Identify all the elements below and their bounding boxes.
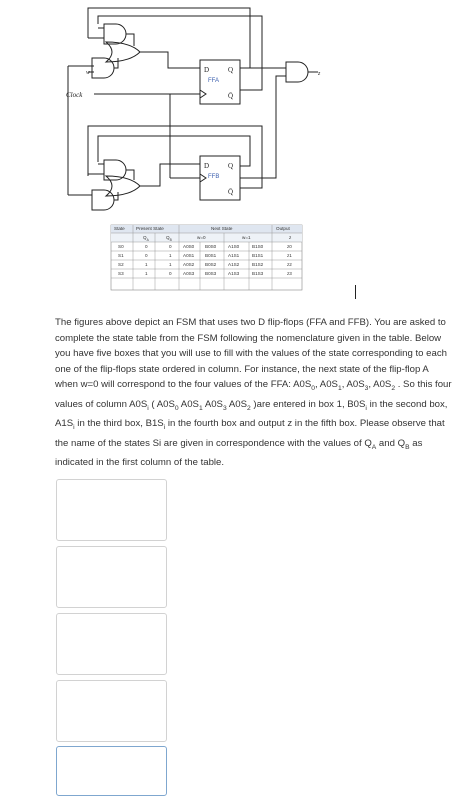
cell-qb: 0 <box>169 271 172 276</box>
para-text: and Q <box>376 437 406 449</box>
sub: i <box>147 404 149 412</box>
table-row <box>111 262 302 271</box>
clock-label: Clock <box>66 91 83 99</box>
cell-b0: B0S0 <box>205 244 217 249</box>
cell-state: S2 <box>118 262 124 267</box>
state-table-text <box>111 225 302 290</box>
answer-box-2[interactable] <box>56 546 167 608</box>
th-z: z <box>289 235 292 240</box>
th-qb: $Q_B$ <box>166 235 172 242</box>
sub: 0 <box>174 404 179 412</box>
th-state: State <box>114 226 125 231</box>
cell-state: S1 <box>118 253 124 258</box>
cell-b1: B1S3 <box>252 271 264 276</box>
para-text: , A0S <box>315 379 338 391</box>
answer-box-1[interactable] <box>56 479 167 541</box>
sub: i <box>73 424 75 432</box>
ffa-qbar-label: Q̄ <box>228 92 234 100</box>
sub: i <box>365 404 367 412</box>
para-text: as indicated in the first column of the table. <box>55 437 423 469</box>
answer-box-5[interactable] <box>56 746 167 796</box>
output-and-gate <box>286 62 308 82</box>
sub: 3 <box>364 385 369 393</box>
cell-qb: 0 <box>169 244 172 249</box>
input-w-label: w <box>86 70 91 76</box>
para-text-1: The figures above depict an FSM that uses two D flip-flops (FFA and FFB). You are asked to complete the state table from the FSM following the nomenclature given in the table. Below you have five boxes that you will use to fill with the values of the state corresponding to each one of the flip-flops state ordered in column. For instance, the next state of the flip-flop A when w=0 will correspond to the four values of the FFA: A0S <box>55 317 447 391</box>
ffb-name: FFB <box>208 174 220 180</box>
cell-b0: B0S3 <box>205 271 217 276</box>
cell-a1: A1S3 <box>228 271 240 276</box>
table-row <box>111 244 302 253</box>
para-text: in the second box, A1S <box>55 398 448 430</box>
cell-qb: 1 <box>169 262 172 267</box>
cell-a0: A0S1 <box>183 253 195 258</box>
cell-a0: A0S2 <box>183 262 195 267</box>
table-row <box>111 253 302 262</box>
cell-state: S3 <box>118 271 124 276</box>
para-text: A0S <box>226 398 247 410</box>
cell-a0: A0S3 <box>183 271 195 276</box>
th-output: Output <box>276 226 290 231</box>
th-w1: w=1 <box>242 235 251 240</box>
output-z-label: z <box>318 71 321 77</box>
and-gate-1 <box>104 24 126 44</box>
or-gate-1 <box>106 42 140 62</box>
cell-a1: A1S0 <box>228 244 240 249</box>
cell-b0: B0S1 <box>205 253 217 258</box>
sub: 2 <box>247 404 251 412</box>
cell-b1: B1S1 <box>252 253 264 258</box>
feedback-wire <box>88 8 250 68</box>
cell-z: z1 <box>287 253 292 258</box>
para-text: A0S <box>178 398 199 410</box>
cell-qa: 0 <box>145 244 148 249</box>
cell-qa: 1 <box>145 262 148 267</box>
answer-box-4[interactable] <box>56 680 167 742</box>
cell-a1: A1S2 <box>228 262 240 267</box>
sub: 1 <box>337 385 342 393</box>
th-w0: w=0 <box>197 235 206 240</box>
cell-z: z3 <box>287 271 292 276</box>
para-text: in the third box, B1S <box>74 418 164 430</box>
para-text: , A0S <box>368 379 392 391</box>
ffb-d-label: D <box>204 162 210 170</box>
cell-b1: B1S0 <box>252 244 264 249</box>
answer-box-3[interactable] <box>56 613 167 675</box>
para-text: , A0S <box>341 379 365 391</box>
table-row <box>111 271 302 280</box>
ffa-d-label: D <box>204 66 210 74</box>
cell-state: S0 <box>118 244 124 249</box>
para-text: in the fourth box and output z in the fifth box. Please observe that the name of the states Si are given in correspondence with the values of Q <box>55 418 445 449</box>
para-text: . So this four values of column A0S <box>55 379 452 410</box>
para-text: )are entered in box 1, B0S <box>250 398 366 410</box>
para-text: ( A0S <box>148 398 175 410</box>
cell-qa: 1 <box>145 271 148 276</box>
para-text: A0S <box>202 398 223 410</box>
cell-qb: 1 <box>169 253 172 258</box>
question-paragraph <box>55 315 453 471</box>
cell-a0: A0S0 <box>183 244 195 249</box>
ffb-q-label: Q <box>228 162 234 170</box>
sub: 2 <box>391 385 396 393</box>
sub: i <box>163 424 166 432</box>
and-gate-4 <box>92 190 114 210</box>
cell-a1: A1S1 <box>228 253 240 258</box>
sub: B <box>405 443 410 451</box>
sub: 0 <box>311 385 315 393</box>
cell-z: z0 <box>287 244 292 249</box>
th-next-state: Next State <box>211 226 233 231</box>
ffb-qbar-label: Q̄ <box>228 188 234 196</box>
th-qa: $Q_A$ <box>143 235 149 242</box>
cell-z: z2 <box>287 262 292 267</box>
cell-qa: 0 <box>145 253 148 258</box>
th-present-state: Present State <box>136 226 164 231</box>
and-gate-2 <box>92 58 114 78</box>
sub: 3 <box>222 404 227 412</box>
sub: 1 <box>198 404 203 412</box>
sub: A <box>371 443 377 451</box>
text-cursor <box>355 285 356 299</box>
ffa-q-label: Q <box>228 66 234 74</box>
cell-b1: B1S2 <box>252 262 264 267</box>
cell-b0: B0S2 <box>205 262 217 267</box>
ffa-name: FFA <box>208 78 220 84</box>
